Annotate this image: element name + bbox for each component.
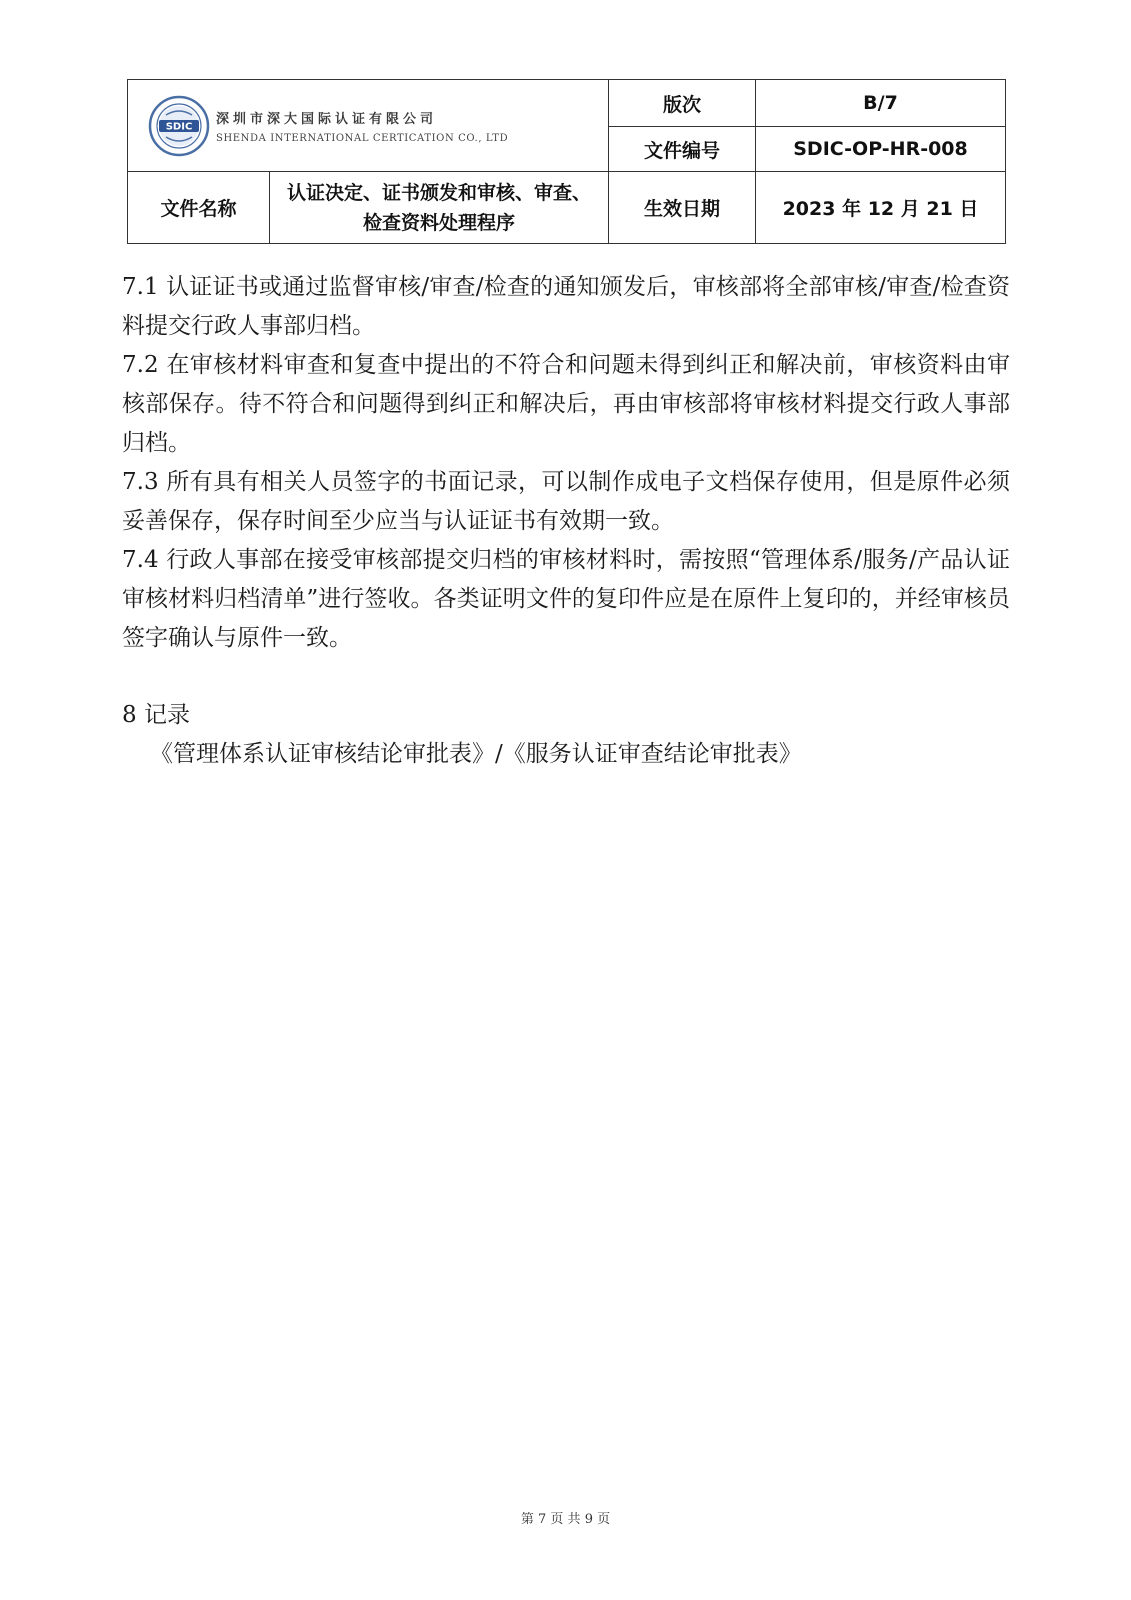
doc-name-value — [270, 172, 609, 244]
version-label: 版次 — [609, 80, 756, 127]
clause-7-3: 7.3 所有具有相关人员签字的书面记录，可以制作成电子文档保存使用，但是原件必须妥善保存，保存时间至少应当与认证证书有效期一致。 — [122, 469, 1010, 534]
doc-name-line-2: 检查资料处理程序 — [362, 211, 515, 234]
company-logo-cell — [128, 80, 609, 172]
effective-date-label: 生效日期 — [609, 172, 756, 244]
clause-7-4: 7.4 行政人事部在接受审核部提交归档的审核材料时，需按照“管理体系/服务/产品认证审核材料归档清单”进行签收。各类证明文件的复印件应是在原件上复印的，并经审核员签字确认与原件一致。 — [122, 547, 1010, 651]
company-logo-icon — [148, 95, 210, 157]
doc-number-value: SDIC-OP-HR-008 — [756, 127, 1006, 172]
company-name-en: SHENDA INTERNATIONAL CERTICATION CO., LTD — [216, 132, 509, 144]
company-name-cn: 深圳市深大国际认证有限公司 — [216, 111, 438, 127]
clause-7-2: 7.2 在审核材料审查和复查中提出的不符合和问题未得到纠正和解决前，审核资料由审核部保存。待不符合和问题得到纠正和解决后，再由审核部将审核材料提交行政人事部归档。 — [122, 352, 1010, 456]
page-number: 第 7 页 共 9 页 — [520, 1512, 611, 1527]
section-8-records: 《管理体系认证审核结论审批表》/《服务认证审查结论审批表》 — [150, 741, 802, 767]
doc-name-label: 文件名称 — [128, 172, 270, 244]
doc-number-label: 文件编号 — [609, 127, 756, 172]
clause-7-1: 7.1 认证证书或通过监督审核/审查/检查的通知颁发后，审核部将全部审核/审查/检查资料提交行政人事部归档。 — [122, 274, 1010, 339]
version-value: B/7 — [756, 80, 1006, 127]
effective-date-value: 2023 年 12 月 21 日 — [756, 172, 1006, 244]
document-body — [122, 268, 1010, 774]
document-header-table — [127, 79, 1006, 244]
logo-text: SDIC — [165, 121, 193, 132]
doc-name-line-1: 认证决定、证书颁发和审核、审查、 — [286, 181, 591, 204]
section-8-title: 8 记录 — [122, 702, 190, 728]
